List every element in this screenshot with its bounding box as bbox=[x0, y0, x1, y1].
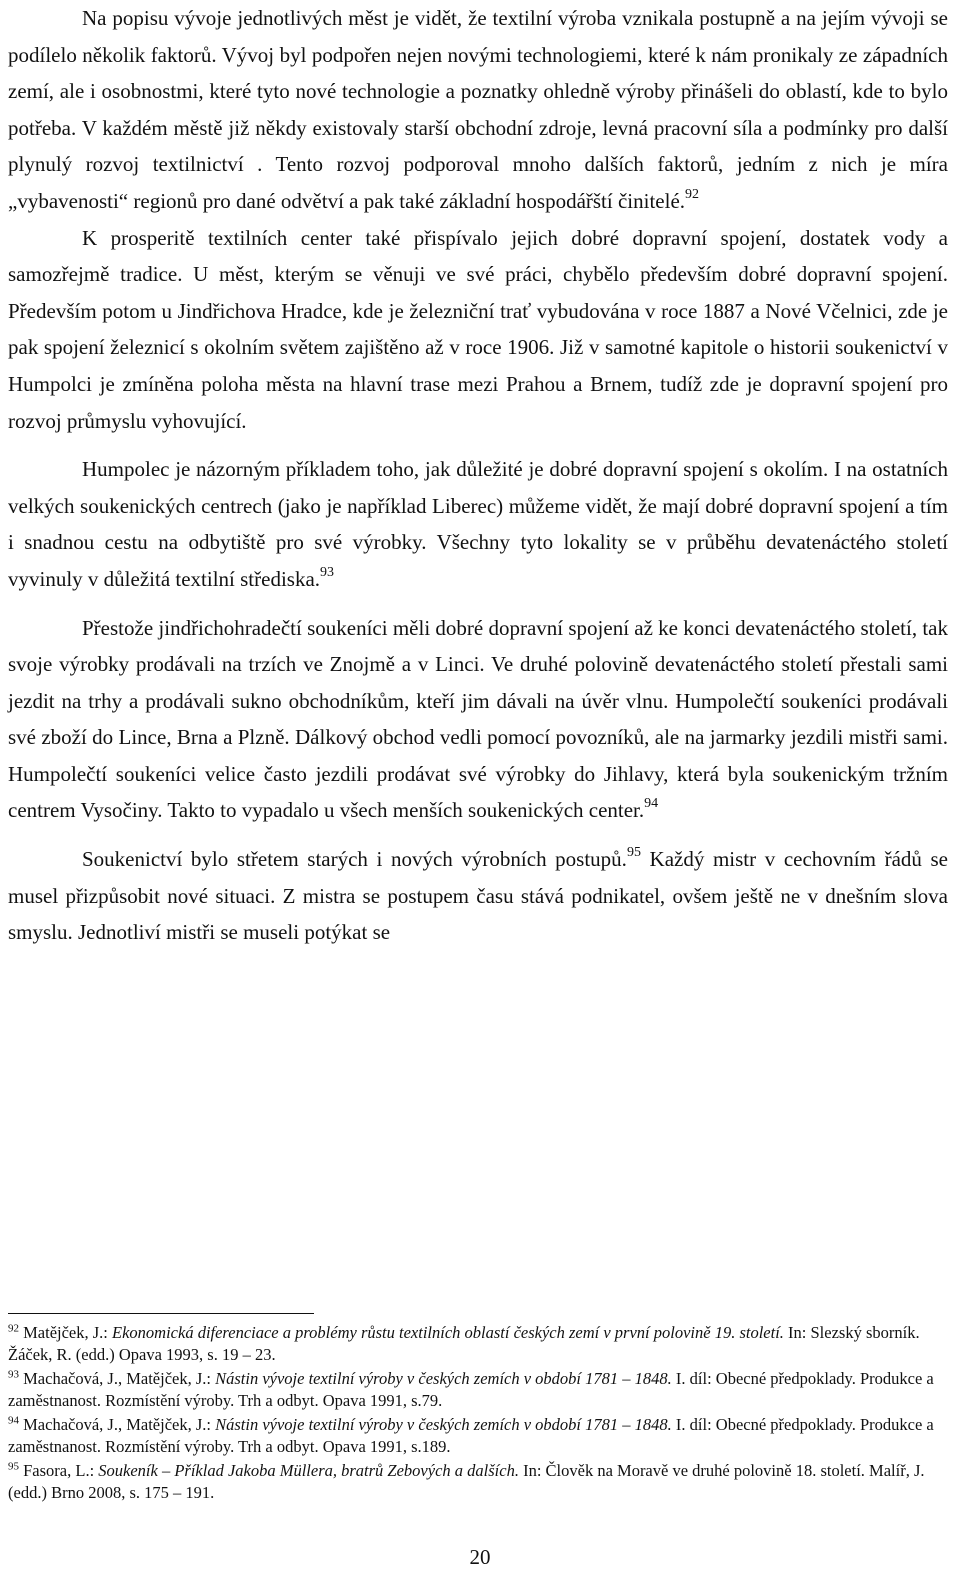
paragraph-1-text: Na popisu vývoje jednotlivých měst je vidět, že textilní výroba vznikala postupně a na jejím vývoji se podílelo několik faktorů. Vývoj byl podpořen nejen novými technologiemi, které k nám pronikaly ze západních zemí, ale i osobnostmi, které tyto nové technologie a poznatky ohledně výroby přinášeli do oblastí, kde to bylo potřeba. V každém městě již někdy existovaly starší obchodní zdroje, levná pracovní síla a podmínky pro další plynulý rozvoj textilnictví . Tento rozvoj podporoval mnoho dalších faktorů, jedním z nich je míra „vybavenosti“ regionů pro dané odvětví a pak také základní hospodářští činitelé. bbox=[8, 6, 948, 213]
footnote-author: Machačová, J., Matějček, J.: bbox=[23, 1415, 216, 1434]
paragraph-2 bbox=[8, 220, 948, 440]
footnote-source: I. díl: Obecné předpoklady. Produkce a zaměstnanost. Rozmístění výroby. Trh a odbyt. Opava 1991, s.189. bbox=[8, 1415, 934, 1456]
footnote-93 bbox=[8, 1368, 948, 1412]
footnote-number: 93 bbox=[8, 1368, 19, 1381]
footnote-number: 95 bbox=[8, 1460, 19, 1473]
footnote-author: Fasora, L.: bbox=[23, 1461, 99, 1480]
footnote-ref-94[interactable]: 94 bbox=[644, 796, 659, 812]
page-number: 20 bbox=[469, 1545, 491, 1569]
footnote-separator bbox=[8, 1313, 314, 1314]
paragraph-3 bbox=[8, 451, 948, 597]
paragraph-4 bbox=[8, 610, 948, 830]
body-text bbox=[8, 0, 948, 951]
footnote-author: Matějček, J.: bbox=[23, 1323, 113, 1342]
footnote-title: Nástin vývoje textilní výroby v českých zemích v období 1781 – 1848. bbox=[215, 1369, 672, 1388]
footnote-title: Ekonomická diferenciace a problémy růstu textilních oblastí českých zemí v první polovině 19. století. bbox=[112, 1323, 784, 1342]
footnote-number: 94 bbox=[8, 1414, 19, 1427]
footnote-ref-95[interactable]: 95 bbox=[626, 845, 641, 861]
paragraph-3-text: Humpolec je názorným příkladem toho, jak důležité je dobré dopravní spojení s okolím. I na ostatních velkých soukenických centrech (jako je například Liberec) můžeme vidět, že mají dobré dopravní spojení a tím i snadnou cestu na odbytiště pro své výrobky. Všechny tyto lokality se v průběhu devatenáctého století vyvinuly v důležitá textilní střediska. bbox=[8, 457, 948, 591]
footnote-title: Nástin vývoje textilní výroby v českých zemích v období 1781 – 1848. bbox=[215, 1415, 672, 1434]
footnote-source: In: Slezský sborník. Žáček, R. (edd.) Opava 1993, s. 19 – 23. bbox=[8, 1323, 920, 1364]
footnote-ref-92[interactable]: 92 bbox=[685, 186, 700, 202]
footnote-95 bbox=[8, 1460, 948, 1504]
paragraph-5-text-a: Soukenictví bylo střetem starých i nových výrobních postupů. bbox=[82, 847, 627, 872]
footnote-number: 92 bbox=[8, 1322, 19, 1335]
footnotes bbox=[8, 1322, 948, 1506]
paragraph-2-text: K prosperitě textilních center také přispívalo jejich dobré dopravní spojení, dostatek vody a samozřejmě tradice. U měst, kterým se věnuji ve své práci, chybělo především dobré dopravní spojení. Především potom u Jindřichova Hradce, kde je železniční trať vybudována v roce 1887 a Nové Včelnici, zde je pak spojení železnicí s okolním světem zajištěno až v roce 1906. Již v samotné kapitole o historii soukenictví v Humpolci je zmíněna poloha města na hlavní trase mezi Prahou a Brnem, tudíž zde je dopravní spojení pro rozvoj průmyslu vyhovující. bbox=[8, 225, 948, 433]
footnote-92 bbox=[8, 1322, 948, 1366]
paragraph-5 bbox=[8, 841, 948, 951]
paragraph-1 bbox=[8, 0, 948, 220]
footnote-source: In: Člověk na Moravě ve druhé polovině 18. století. Malíř, J. (edd.) Brno 2008, s. 175 – 191. bbox=[8, 1461, 925, 1502]
paragraph-4-text: Přestože jindřichohradečtí soukeníci měli dobré dopravní spojení až ke konci devatenáctého století, tak svoje výrobky prodávali na trzích ve Znojmě a v Linci. Ve druhé polovině devatenáctého století přestali sami jezdit na trhy a prodávali sukno obchodníkům, kteří jim dávali na úvěr vlnu. Humpolečtí soukeníci prodávali své zboží do Lince, Brna a Plzně. Dálkový obchod vedli pomocí povozníků, ale na jarmarky jezdili mistři sami. Humpolečtí soukeníci velice často jezdili prodávat své výrobky do Jihlavy, která byla soukenickým tržním centrem Vysočiny. Takto to vypadalo u všech menších soukenických center. bbox=[8, 615, 948, 823]
footnote-title: Soukeník – Příklad Jakoba Müllera, bratrů Zebových a dalších. bbox=[98, 1461, 519, 1480]
footnote-94 bbox=[8, 1414, 948, 1458]
paragraph-5-text-b: Každý mistr v cechovním řádů se musel přizpůsobit nové situaci. Z mistra se postupem času stává podnikatel, ovšem ještě ne v dnešním slova smyslu. Jednotliví mistři se museli potýkat se bbox=[8, 847, 949, 945]
footnote-ref-93[interactable]: 93 bbox=[320, 564, 335, 580]
footnote-author: Machačová, J., Matějček, J.: bbox=[23, 1369, 216, 1388]
footnote-source: I. díl: Obecné předpoklady. Produkce a zaměstnanost. Rozmístění výroby. Trh a odbyt. Opava 1991, s.79. bbox=[8, 1369, 934, 1410]
